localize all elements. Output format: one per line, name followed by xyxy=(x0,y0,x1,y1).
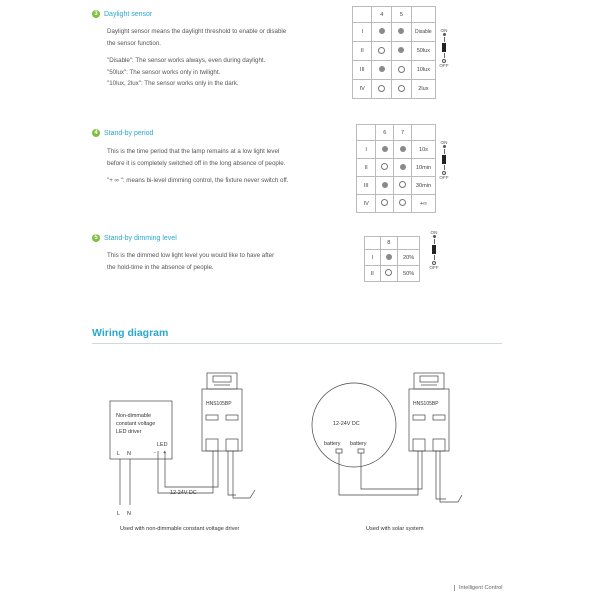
battery-left-label: battery xyxy=(324,441,341,447)
standby-dimming-description xyxy=(107,250,274,273)
dip-cell xyxy=(392,61,412,80)
wire-out-1 xyxy=(436,451,446,499)
header-cell xyxy=(365,237,381,250)
switch-off-dot xyxy=(398,66,405,73)
left-model-label: HNS105BP xyxy=(206,401,232,407)
switch-off-dot xyxy=(385,269,392,276)
sensor-module-left xyxy=(202,373,242,451)
row-value: 10min xyxy=(411,159,435,177)
right-diagram-caption: Used with solar system xyxy=(366,526,424,532)
switch-off-dot xyxy=(381,163,388,170)
daylight-line: "50lux": The sensor works only in twilight. xyxy=(107,68,221,76)
header-cell xyxy=(398,237,420,250)
table-row xyxy=(353,42,436,61)
switch-on-dot xyxy=(398,47,404,53)
standby-dimming-title: Stand-by dimming level xyxy=(104,234,177,242)
header-cell xyxy=(353,7,372,23)
standby-dimming-line: the hold-time in the absence of people. xyxy=(107,263,214,271)
row-label: II xyxy=(365,266,381,282)
switch-on-dot xyxy=(379,28,385,34)
wire-dc-plus xyxy=(165,451,218,487)
switch-off-label: OFF xyxy=(439,63,449,68)
switch-knob-icon xyxy=(432,245,436,254)
row-value: 50% xyxy=(398,266,420,282)
daylight-line: "10lux, 2lux": The sensor works only in the dark. xyxy=(107,80,239,87)
dip-cell xyxy=(394,159,412,177)
l-terminal-label: L xyxy=(117,451,120,457)
sensor-window xyxy=(420,376,438,382)
switch-on-dot xyxy=(379,66,385,72)
switch-off-dot xyxy=(378,85,385,92)
row-value: 20% xyxy=(398,250,420,266)
n-bottom-label: N xyxy=(127,511,131,517)
standby-dimming-dip-table xyxy=(364,236,420,282)
battery-terminal xyxy=(336,449,342,453)
table-row xyxy=(353,23,436,42)
header-cell xyxy=(411,125,435,141)
daylight-title: Daylight sensor xyxy=(104,10,153,18)
daylight-dip-switch-icon xyxy=(436,28,452,68)
row-value: 10lux xyxy=(411,61,435,80)
row-label: I xyxy=(365,250,381,266)
l-bottom-label: L xyxy=(117,511,120,517)
terminal-block xyxy=(226,439,238,451)
standby-dimming-section-title xyxy=(92,234,177,242)
switch-stem xyxy=(444,165,445,170)
header-cell xyxy=(411,7,435,23)
row-value: 2lux xyxy=(411,80,435,99)
table-row xyxy=(365,266,420,282)
row-label: IV xyxy=(357,195,376,213)
dip-cell xyxy=(376,141,394,159)
terminal-block xyxy=(206,415,218,420)
standby-period-line: "+ ∞ ": means bi-level dimming control, the fixture never switch off. xyxy=(107,177,289,184)
row-value: Disable xyxy=(411,23,435,42)
daylight-line: Daylight sensor means the daylight threshold to enable or disable xyxy=(107,28,287,35)
switch-off-dot xyxy=(398,85,405,92)
row-label: I xyxy=(357,141,376,159)
dip-cell xyxy=(392,80,412,99)
table-row xyxy=(357,177,436,195)
standby-dimming-dip-switch-icon xyxy=(426,230,442,270)
wire-out-2 xyxy=(440,451,462,502)
switch-on-dot xyxy=(400,146,406,152)
switch-off-dot xyxy=(378,47,385,54)
battery-terminal xyxy=(358,449,364,453)
sensor-module-right xyxy=(409,373,449,451)
dip-cell xyxy=(394,195,412,213)
header-cell: 6 xyxy=(376,125,394,141)
terminal-block xyxy=(433,415,445,420)
led-label: LED xyxy=(157,442,168,448)
table-row xyxy=(353,80,436,99)
switch-knob-icon xyxy=(442,43,446,52)
section-number-badge: 4 xyxy=(92,129,100,137)
table-row xyxy=(357,141,436,159)
standby-dimming-line: This is the dimmed low light level you would like to have after xyxy=(107,252,275,259)
switch-pin-icon xyxy=(443,145,446,148)
wiring-diagram xyxy=(0,355,600,535)
section-number-badge: 5 xyxy=(92,234,100,242)
n-terminal-label: N xyxy=(127,451,131,457)
left-voltage-label: 12-24V DC xyxy=(170,490,197,496)
switch-pin-icon xyxy=(433,235,436,238)
led-plus-label: + xyxy=(163,450,167,456)
dip-cell xyxy=(380,250,398,266)
dip-cell xyxy=(376,177,394,195)
row-label: III xyxy=(357,177,376,195)
header-cell: 5 xyxy=(392,7,412,23)
daylight-dip-table xyxy=(352,6,436,99)
daylight-section-title xyxy=(92,10,152,18)
switch-on-dot xyxy=(398,28,404,34)
row-label: III xyxy=(353,61,372,80)
header-cell: 4 xyxy=(372,7,392,23)
table-row xyxy=(353,61,436,80)
dip-cell xyxy=(394,177,412,195)
row-value: +∞ xyxy=(411,195,435,213)
dip-cell xyxy=(372,23,392,42)
terminal-block xyxy=(226,415,238,420)
terminal-block xyxy=(206,439,218,451)
footer-label: Intelligent Control xyxy=(454,585,503,591)
row-label: II xyxy=(357,159,376,177)
daylight-description xyxy=(107,26,286,90)
switch-on-dot xyxy=(386,254,392,260)
standby-period-dip-table xyxy=(356,124,436,213)
row-label: IV xyxy=(353,80,372,99)
standby-period-section-title xyxy=(92,129,153,137)
terminal-block xyxy=(433,439,445,451)
dip-cell xyxy=(376,159,394,177)
dip-cell xyxy=(394,141,412,159)
switch-on-label: ON xyxy=(430,230,438,235)
sensor-window xyxy=(213,376,231,382)
wiring-diagram-title: Wiring diagram xyxy=(92,327,169,339)
wire-battery-plus xyxy=(361,451,422,489)
standby-period-title: Stand-by period xyxy=(104,129,154,137)
driver-line: LED driver xyxy=(116,429,142,435)
section-number-badge: 3 xyxy=(92,10,100,18)
switch-stem xyxy=(434,239,435,244)
driver-line: Non-dimmable xyxy=(116,413,152,419)
switch-off-label: OFF xyxy=(429,265,439,270)
standby-period-line: This is the time period that the lamp remains at a low light level xyxy=(107,148,280,155)
standby-period-dip-switch-icon xyxy=(436,140,452,180)
row-label: II xyxy=(353,42,372,61)
switch-stem xyxy=(444,53,445,58)
daylight-line: the sensor function. xyxy=(107,39,162,47)
switch-on-dot xyxy=(400,164,406,170)
right-model-label: HNS105BP xyxy=(413,401,439,407)
left-diagram-caption: Used with non-dimmable constant voltage driver xyxy=(120,526,240,532)
header-cell: 8 xyxy=(380,237,398,250)
right-voltage-label: 12-24V DC xyxy=(333,421,360,427)
switch-stem xyxy=(444,37,445,42)
standby-period-line: before it is completely switched off in the long absence of people. xyxy=(107,159,286,167)
dip-cell xyxy=(376,195,394,213)
row-label: I xyxy=(353,23,372,42)
terminal-block xyxy=(413,439,425,451)
header-cell: 7 xyxy=(394,125,412,141)
battery-right-label: battery xyxy=(350,441,367,447)
wire-battery-minus xyxy=(339,451,418,495)
dip-cell xyxy=(372,61,392,80)
switch-on-label: ON xyxy=(440,28,448,33)
table-row xyxy=(357,195,436,213)
table-row xyxy=(365,250,420,266)
switch-knob-icon xyxy=(442,155,446,164)
switch-stem xyxy=(444,149,445,154)
wire-out-2 xyxy=(233,451,255,498)
switch-off-dot xyxy=(399,181,406,188)
terminal-block xyxy=(413,415,425,420)
dip-cell xyxy=(372,42,392,61)
daylight-line: "Disable": The sensor works always, even during daylight. xyxy=(107,57,266,64)
row-value: 30min xyxy=(411,177,435,195)
switch-on-dot xyxy=(382,146,388,152)
switch-off-dot xyxy=(381,199,388,206)
driver-line: constant voltage xyxy=(116,421,156,427)
wire-out-1 xyxy=(228,451,236,495)
dip-cell xyxy=(392,23,412,42)
switch-pin-icon xyxy=(443,33,446,36)
switch-on-dot xyxy=(382,182,388,188)
section-divider xyxy=(92,343,502,344)
switch-stem xyxy=(434,255,435,260)
switch-on-label: ON xyxy=(440,140,448,145)
led-minus-label: - xyxy=(154,450,156,456)
switch-off-label: OFF xyxy=(439,175,449,180)
row-value: 50lux xyxy=(411,42,435,61)
row-value: 10s xyxy=(411,141,435,159)
header-cell xyxy=(357,125,376,141)
dip-cell xyxy=(392,42,412,61)
standby-period-description xyxy=(107,146,289,187)
dip-cell xyxy=(380,266,398,282)
table-row xyxy=(357,159,436,177)
switch-off-dot xyxy=(399,199,406,206)
dip-cell xyxy=(372,80,392,99)
